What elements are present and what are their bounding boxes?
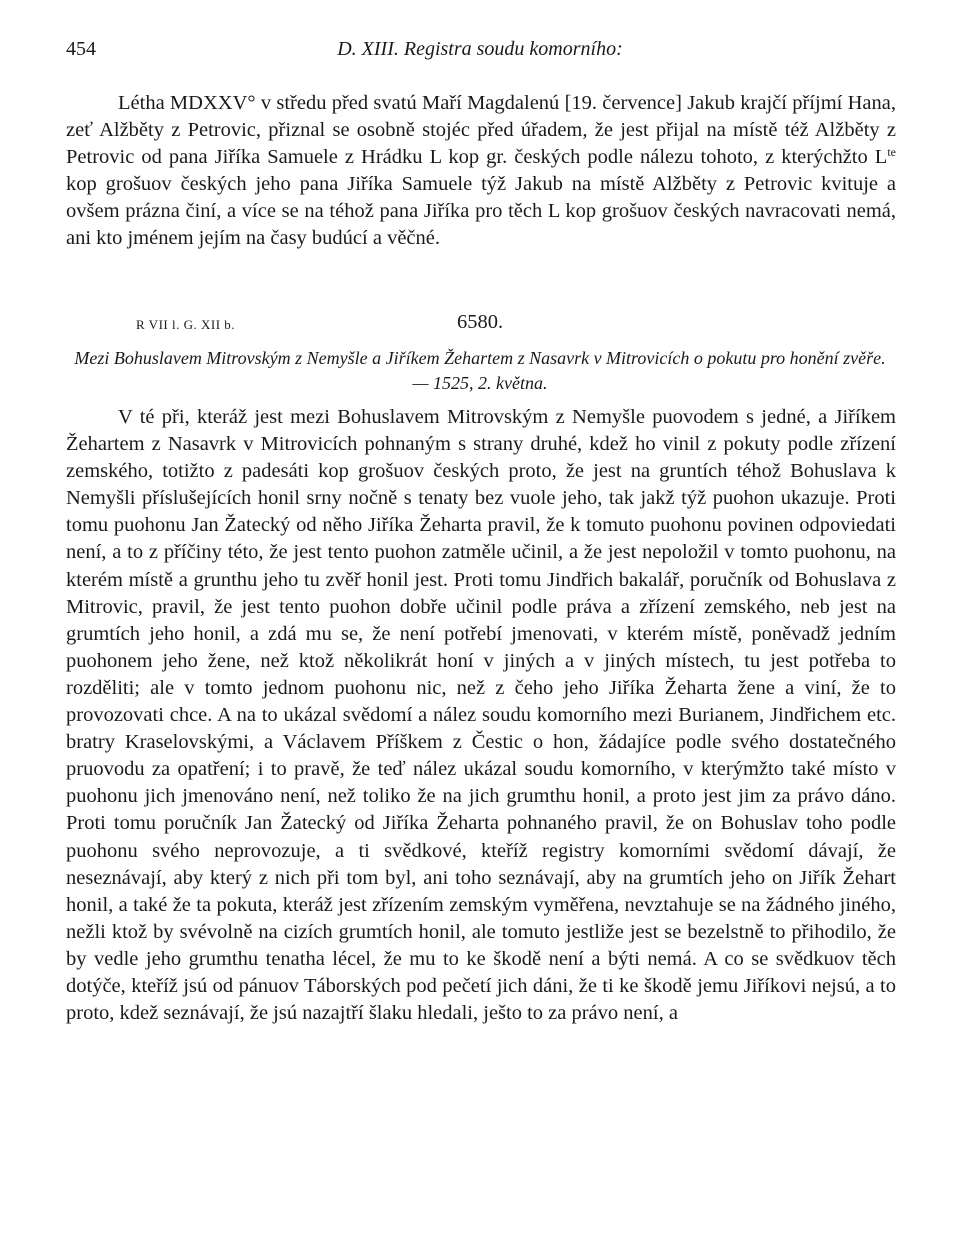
previous-entry xyxy=(66,90,896,253)
entry-body xyxy=(66,404,896,1027)
page-number: 454 xyxy=(66,38,96,60)
running-head xyxy=(66,38,894,66)
entry-number: 6580. xyxy=(456,311,504,333)
entry-body-text: V té při, kteráž jest mezi Bohuslavem Mitrovským z Nemyšle puovodem s jedné, a Jiříkem Žehartem z Nasavrk v Mitrovicích pohnaným s strany druhé, kdež ho vinil z pokuty podle zřízení zemského, totižto z padesáti kop grošuov českých proto, že jest na gruntích téhož Bohuslava k Nemyšli příslušejících honil srny nočně s tenaty bez vuole jeho, tak jakž týž puohon ukazuje. Proti tomu puohonu Jan Žatecký od něho Jiříka Žeharta pravil, že k tomuto puohonu povinen odpoviedati není, a to z příčiny této, že jest tento puohon zatměle učinil, a že jest nepoložil v tomto puohonu, na kterém místě a grunthu jeho tu zvěř honil jest. Proti tomu Jindřich bakalář, poručník od Bohuslava z Mitrovic, pravil, že jest tento puohon dobře učinil podle práva a zřízení zemského, neb jest na grumtích jeho honil, a zdá mu se, že není potřebí jmenovati, v kterém místě, poněvadž jedním puohonem jeho žene, než ktož několikrát honí v jiných a v jiných místech, tu jest potřeba to rozděliti; ale v tomto jednom puohonu nic, než z čeho jeho Jiříka Žeharta žene a viní, že to provozovati chce. A na to ukázal svědomí a nález soudu komorního mezi Burianem, Jindřichem etc. bratry Kraselovskými, a Václavem Příškem z Čestic o hon, žádajíce podle svého dostatečného pruovodu za opatření; i to pravě, že teď nález ukázal soudu komorního, v kterýmžto také místo v puohonu jich jmenováno není, než toliko že na jich grumthu honil, a proto jest jim za právo dáno. Proti tomu poručník Jan Žatecký od Jiříka Žeharta pohnaného pravil, že on Bohuslav toho podle puohonu svého neprovozuje, a ti svědkové, kteříž registry komorními svědomí dávají, že neseznávají, aby který z nich při tom byl, ani toho seznávají, aby na grumtích jeho on Jiřík Žehart honil, a také že ta pokuta, kteráž jest zřízením zemským vyměřena, nevztahuje se na žádného jiného, nežli ktož by svévolně na cizích grumtích honil, ale tomuto jestliže jest se bezelstně to přihodilo, že by vedle jeho grumthu tenatha lécel, že mu to ke škodě není a býti nemá. A co se svědkuov těch dotýče, kteříž jsú od pánuov Táborských pod pečetí jich dáni, že ti ke škodě jemu Jiříkovi nejsú, a to proto, kdež seznávají, že jsú nazajtří šlaku hledali, ješto to za právo není, a xyxy=(66,406,896,1025)
previous-entry-text xyxy=(66,90,896,253)
previous-entry-text-part2: kop grošuov českých jeho pana Jiříka Samuele týž Jakub na místě Alžběty z Petrovic kvituje a ovšem prázna činí, a více se na téhož pana Jiříka pro těch L kop grošuov českých navracovati nemá, ani kto jménem jejím na časy budúcí a věčné. xyxy=(66,173,896,250)
superscript: te xyxy=(887,145,896,160)
archival-signature: R VII l. G. XII b. xyxy=(136,317,236,332)
running-title: D. XIII. Registra soudu komorního: xyxy=(337,38,623,60)
entry-regest: Mezi Bohuslavem Mitrovským z Nemyšle a Jiříkem Žehartem z Nasavrk v Mitrovicích o pokutu pro honění zvěře. — 1525, 2. května. xyxy=(74,348,886,393)
previous-entry-text-part1: Létha MDXXV° v středu před svatú Maří Magdalenú [19. července] Jakub krajčí příjmí Hana, zeť Alžběty z Petrovic, přiznal se osobně stojéc před úřadem, že jest přijal na místě též Alžběty z Petrovic od pana Jiříka Samuele z Hrádku L kop gr. českých podle nálezu tohoto, z kterýchžto L xyxy=(66,92,896,169)
